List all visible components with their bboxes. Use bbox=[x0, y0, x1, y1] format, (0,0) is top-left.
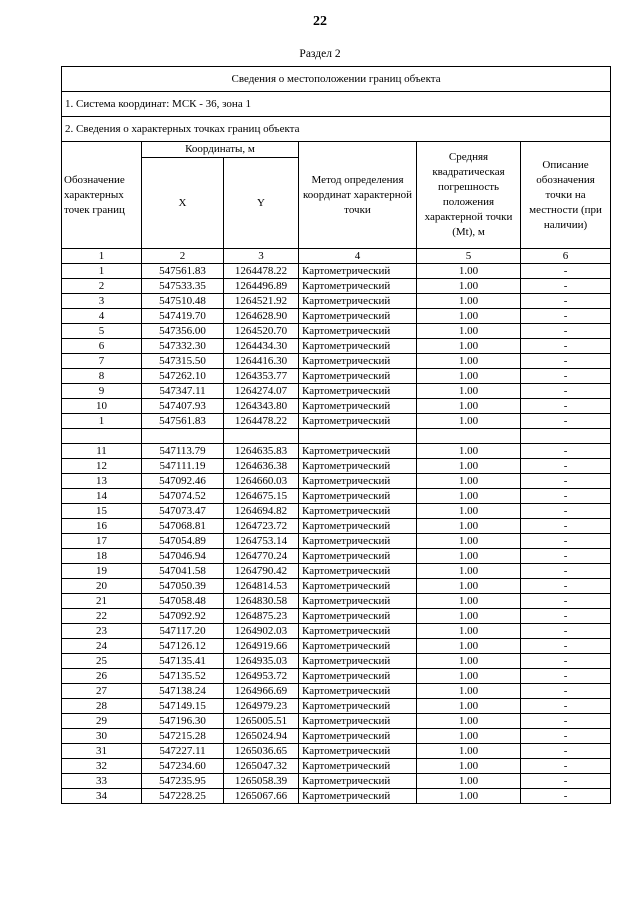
points-heading: 2. Сведения о характерных точках границ объекта bbox=[62, 117, 611, 142]
method-cell: Картометрический bbox=[299, 309, 417, 324]
table-row bbox=[62, 519, 611, 534]
error-value: 1.00 bbox=[417, 534, 521, 549]
description-value: - bbox=[521, 414, 611, 429]
header-error: Средняя квадратическая погрешность положения характерной точки (Мt), м bbox=[417, 142, 521, 249]
point-number: 24 bbox=[62, 639, 142, 654]
y-coordinate: 1264496.89 bbox=[224, 279, 299, 294]
table-row bbox=[62, 264, 611, 279]
table-row bbox=[62, 549, 611, 564]
column-number: 2 bbox=[142, 249, 224, 264]
method-cell: Картометрический bbox=[299, 714, 417, 729]
y-coordinate: 1264770.24 bbox=[224, 549, 299, 564]
error-value: 1.00 bbox=[417, 399, 521, 414]
x-coordinate: 547113.79 bbox=[142, 444, 224, 459]
header-x: X bbox=[142, 158, 224, 249]
x-coordinate: 547234.60 bbox=[142, 759, 224, 774]
description-value: - bbox=[521, 339, 611, 354]
point-number: 1 bbox=[62, 264, 142, 279]
error-value: 1.00 bbox=[417, 669, 521, 684]
description-value: - bbox=[521, 639, 611, 654]
table-row bbox=[62, 729, 611, 744]
method-cell: Картометрический bbox=[299, 669, 417, 684]
x-coordinate: 547149.15 bbox=[142, 699, 224, 714]
coordinate-system: 1. Система координат: МСК - 36, зона 1 bbox=[62, 92, 611, 117]
error-value: 1.00 bbox=[417, 774, 521, 789]
description-value: - bbox=[521, 594, 611, 609]
y-coordinate: 1264274.07 bbox=[224, 384, 299, 399]
y-coordinate: 1264723.72 bbox=[224, 519, 299, 534]
method-cell: Картометрический bbox=[299, 624, 417, 639]
point-number: 14 bbox=[62, 489, 142, 504]
column-number-row bbox=[62, 249, 611, 264]
description-value: - bbox=[521, 519, 611, 534]
x-coordinate: 547561.83 bbox=[142, 264, 224, 279]
error-value: 1.00 bbox=[417, 564, 521, 579]
x-coordinate: 547356.00 bbox=[142, 324, 224, 339]
error-value: 1.00 bbox=[417, 294, 521, 309]
y-coordinate: 1264660.03 bbox=[224, 474, 299, 489]
table-row bbox=[62, 639, 611, 654]
description-value: - bbox=[521, 669, 611, 684]
method-cell: Картометрический bbox=[299, 414, 417, 429]
x-coordinate: 547228.25 bbox=[142, 789, 224, 804]
y-coordinate: 1264790.42 bbox=[224, 564, 299, 579]
coordinate-system-row bbox=[62, 92, 611, 117]
point-number: 25 bbox=[62, 654, 142, 669]
error-value: 1.00 bbox=[417, 504, 521, 519]
x-coordinate: 547135.41 bbox=[142, 654, 224, 669]
description-value: - bbox=[521, 444, 611, 459]
table-title-row bbox=[62, 67, 611, 92]
boundary-points-table bbox=[61, 66, 611, 804]
y-coordinate: 1264675.15 bbox=[224, 489, 299, 504]
y-coordinate: 1264478.22 bbox=[224, 414, 299, 429]
method-cell: Картометрический bbox=[299, 654, 417, 669]
description-value: - bbox=[521, 309, 611, 324]
method-cell: Картометрический bbox=[299, 609, 417, 624]
error-value: 1.00 bbox=[417, 309, 521, 324]
point-number: 21 bbox=[62, 594, 142, 609]
method-cell: Картометрический bbox=[299, 789, 417, 804]
table-row bbox=[62, 564, 611, 579]
point-number: 19 bbox=[62, 564, 142, 579]
table-row bbox=[62, 414, 611, 429]
empty-cell bbox=[299, 429, 417, 444]
method-cell: Картометрический bbox=[299, 384, 417, 399]
table-row bbox=[62, 384, 611, 399]
description-value: - bbox=[521, 744, 611, 759]
method-cell: Картометрический bbox=[299, 549, 417, 564]
table-row bbox=[62, 744, 611, 759]
x-coordinate: 547235.95 bbox=[142, 774, 224, 789]
point-number: 33 bbox=[62, 774, 142, 789]
table-row bbox=[62, 399, 611, 414]
method-cell: Картометрический bbox=[299, 729, 417, 744]
description-value: - bbox=[521, 609, 611, 624]
table-row bbox=[62, 309, 611, 324]
error-value: 1.00 bbox=[417, 624, 521, 639]
error-value: 1.00 bbox=[417, 474, 521, 489]
method-cell: Картометрический bbox=[299, 354, 417, 369]
description-value: - bbox=[521, 579, 611, 594]
method-cell: Картометрический bbox=[299, 744, 417, 759]
description-value: - bbox=[521, 489, 611, 504]
x-coordinate: 547419.70 bbox=[142, 309, 224, 324]
description-value: - bbox=[521, 324, 611, 339]
point-number: 32 bbox=[62, 759, 142, 774]
y-coordinate: 1264830.58 bbox=[224, 594, 299, 609]
error-value: 1.00 bbox=[417, 279, 521, 294]
point-number: 26 bbox=[62, 669, 142, 684]
point-number: 3 bbox=[62, 294, 142, 309]
table-row bbox=[62, 699, 611, 714]
point-number: 5 bbox=[62, 324, 142, 339]
y-coordinate: 1264902.03 bbox=[224, 624, 299, 639]
table-row bbox=[62, 279, 611, 294]
x-coordinate: 547117.20 bbox=[142, 624, 224, 639]
error-value: 1.00 bbox=[417, 339, 521, 354]
description-value: - bbox=[521, 654, 611, 669]
description-value: - bbox=[521, 534, 611, 549]
table-row bbox=[62, 714, 611, 729]
error-value: 1.00 bbox=[417, 489, 521, 504]
point-number: 6 bbox=[62, 339, 142, 354]
description-value: - bbox=[521, 789, 611, 804]
table-row bbox=[62, 774, 611, 789]
y-coordinate: 1264521.92 bbox=[224, 294, 299, 309]
table-row bbox=[62, 609, 611, 624]
method-cell: Картометрический bbox=[299, 519, 417, 534]
empty-cell bbox=[521, 429, 611, 444]
description-value: - bbox=[521, 684, 611, 699]
y-coordinate: 1264478.22 bbox=[224, 264, 299, 279]
error-value: 1.00 bbox=[417, 324, 521, 339]
method-cell: Картометрический bbox=[299, 564, 417, 579]
method-cell: Картометрический bbox=[299, 579, 417, 594]
y-coordinate: 1264979.23 bbox=[224, 699, 299, 714]
error-value: 1.00 bbox=[417, 699, 521, 714]
table-title: Сведения о местоположении границ объекта bbox=[62, 67, 611, 92]
point-number: 10 bbox=[62, 399, 142, 414]
method-cell: Картометрический bbox=[299, 684, 417, 699]
description-value: - bbox=[521, 459, 611, 474]
error-value: 1.00 bbox=[417, 579, 521, 594]
table-row bbox=[62, 684, 611, 699]
point-number: 34 bbox=[62, 789, 142, 804]
point-number: 30 bbox=[62, 729, 142, 744]
table-row bbox=[62, 354, 611, 369]
y-coordinate: 1264753.14 bbox=[224, 534, 299, 549]
header-designation: Обозначение характерных точек границ bbox=[62, 142, 142, 249]
error-value: 1.00 bbox=[417, 744, 521, 759]
description-value: - bbox=[521, 549, 611, 564]
description-value: - bbox=[521, 624, 611, 639]
table-row bbox=[62, 594, 611, 609]
method-cell: Картометрический bbox=[299, 774, 417, 789]
point-number: 20 bbox=[62, 579, 142, 594]
error-value: 1.00 bbox=[417, 609, 521, 624]
table-row bbox=[62, 294, 611, 309]
table-row bbox=[62, 669, 611, 684]
x-coordinate: 547332.30 bbox=[142, 339, 224, 354]
description-value: - bbox=[521, 369, 611, 384]
method-cell: Картометрический bbox=[299, 489, 417, 504]
table-row bbox=[62, 369, 611, 384]
x-coordinate: 547196.30 bbox=[142, 714, 224, 729]
method-cell: Картометрический bbox=[299, 639, 417, 654]
table-row bbox=[62, 339, 611, 354]
point-number: 23 bbox=[62, 624, 142, 639]
error-value: 1.00 bbox=[417, 264, 521, 279]
point-number: 29 bbox=[62, 714, 142, 729]
point-number: 15 bbox=[62, 504, 142, 519]
x-coordinate: 547058.48 bbox=[142, 594, 224, 609]
table-row bbox=[62, 654, 611, 669]
error-value: 1.00 bbox=[417, 684, 521, 699]
table-row bbox=[62, 444, 611, 459]
point-number: 13 bbox=[62, 474, 142, 489]
point-number: 31 bbox=[62, 744, 142, 759]
x-coordinate: 547315.50 bbox=[142, 354, 224, 369]
y-coordinate: 1265005.51 bbox=[224, 714, 299, 729]
y-coordinate: 1264935.03 bbox=[224, 654, 299, 669]
description-value: - bbox=[521, 759, 611, 774]
error-value: 1.00 bbox=[417, 639, 521, 654]
x-coordinate: 547074.52 bbox=[142, 489, 224, 504]
y-coordinate: 1264416.30 bbox=[224, 354, 299, 369]
x-coordinate: 547561.83 bbox=[142, 414, 224, 429]
y-coordinate: 1265036.65 bbox=[224, 744, 299, 759]
x-coordinate: 547227.11 bbox=[142, 744, 224, 759]
section-title: Раздел 2 bbox=[299, 48, 341, 60]
method-cell: Картометрический bbox=[299, 534, 417, 549]
header-row-top bbox=[62, 142, 611, 158]
point-number: 17 bbox=[62, 534, 142, 549]
error-value: 1.00 bbox=[417, 729, 521, 744]
column-number: 1 bbox=[62, 249, 142, 264]
table-row bbox=[62, 489, 611, 504]
method-cell: Картометрический bbox=[299, 504, 417, 519]
point-number: 1 bbox=[62, 414, 142, 429]
method-cell: Картометрический bbox=[299, 324, 417, 339]
x-coordinate: 547054.89 bbox=[142, 534, 224, 549]
method-cell: Картометрический bbox=[299, 444, 417, 459]
table-row bbox=[62, 789, 611, 804]
point-number: 16 bbox=[62, 519, 142, 534]
method-cell: Картометрический bbox=[299, 369, 417, 384]
method-cell: Картометрический bbox=[299, 594, 417, 609]
point-number: 18 bbox=[62, 549, 142, 564]
error-value: 1.00 bbox=[417, 414, 521, 429]
header-method: Метод определения координат характерной точки bbox=[299, 142, 417, 249]
point-number: 8 bbox=[62, 369, 142, 384]
y-coordinate: 1264694.82 bbox=[224, 504, 299, 519]
method-cell: Картометрический bbox=[299, 474, 417, 489]
table-row bbox=[62, 504, 611, 519]
header-y: Y bbox=[224, 158, 299, 249]
empty-cell bbox=[224, 429, 299, 444]
description-value: - bbox=[521, 504, 611, 519]
x-coordinate: 547407.93 bbox=[142, 399, 224, 414]
x-coordinate: 547138.24 bbox=[142, 684, 224, 699]
x-coordinate: 547126.12 bbox=[142, 639, 224, 654]
error-value: 1.00 bbox=[417, 369, 521, 384]
table-row bbox=[62, 534, 611, 549]
column-number: 4 bbox=[299, 249, 417, 264]
error-value: 1.00 bbox=[417, 759, 521, 774]
header-description: Описание обозначения точки на местности (при наличии) bbox=[521, 142, 611, 249]
description-value: - bbox=[521, 264, 611, 279]
error-value: 1.00 bbox=[417, 594, 521, 609]
method-cell: Картометрический bbox=[299, 759, 417, 774]
description-value: - bbox=[521, 714, 611, 729]
x-coordinate: 547046.94 bbox=[142, 549, 224, 564]
error-value: 1.00 bbox=[417, 354, 521, 369]
point-number: 12 bbox=[62, 459, 142, 474]
y-coordinate: 1265067.66 bbox=[224, 789, 299, 804]
description-value: - bbox=[521, 354, 611, 369]
point-number: 27 bbox=[62, 684, 142, 699]
x-coordinate: 547092.46 bbox=[142, 474, 224, 489]
description-value: - bbox=[521, 294, 611, 309]
y-coordinate: 1264434.30 bbox=[224, 339, 299, 354]
x-coordinate: 547262.10 bbox=[142, 369, 224, 384]
point-number: 28 bbox=[62, 699, 142, 714]
points-heading-row bbox=[62, 117, 611, 142]
description-value: - bbox=[521, 384, 611, 399]
column-number: 6 bbox=[521, 249, 611, 264]
y-coordinate: 1264635.83 bbox=[224, 444, 299, 459]
method-cell: Картометрический bbox=[299, 279, 417, 294]
spacer-row bbox=[62, 429, 611, 444]
empty-cell bbox=[417, 429, 521, 444]
table-row bbox=[62, 474, 611, 489]
x-coordinate: 547092.92 bbox=[142, 609, 224, 624]
point-number: 9 bbox=[62, 384, 142, 399]
empty-cell bbox=[62, 429, 142, 444]
y-coordinate: 1264953.72 bbox=[224, 669, 299, 684]
method-cell: Картометрический bbox=[299, 399, 417, 414]
description-value: - bbox=[521, 399, 611, 414]
x-coordinate: 547041.58 bbox=[142, 564, 224, 579]
error-value: 1.00 bbox=[417, 654, 521, 669]
y-coordinate: 1265024.94 bbox=[224, 729, 299, 744]
table-row bbox=[62, 759, 611, 774]
method-cell: Картометрический bbox=[299, 264, 417, 279]
x-coordinate: 547347.11 bbox=[142, 384, 224, 399]
point-number: 4 bbox=[62, 309, 142, 324]
empty-cell bbox=[142, 429, 224, 444]
error-value: 1.00 bbox=[417, 789, 521, 804]
y-coordinate: 1264628.90 bbox=[224, 309, 299, 324]
error-value: 1.00 bbox=[417, 519, 521, 534]
y-coordinate: 1264875.23 bbox=[224, 609, 299, 624]
description-value: - bbox=[521, 564, 611, 579]
point-number: 11 bbox=[62, 444, 142, 459]
error-value: 1.00 bbox=[417, 714, 521, 729]
y-coordinate: 1264636.38 bbox=[224, 459, 299, 474]
error-value: 1.00 bbox=[417, 549, 521, 564]
point-number: 2 bbox=[62, 279, 142, 294]
y-coordinate: 1265047.32 bbox=[224, 759, 299, 774]
table-row bbox=[62, 324, 611, 339]
point-number: 22 bbox=[62, 609, 142, 624]
table-row bbox=[62, 624, 611, 639]
x-coordinate: 547215.28 bbox=[142, 729, 224, 744]
x-coordinate: 547135.52 bbox=[142, 669, 224, 684]
column-number: 5 bbox=[417, 249, 521, 264]
description-value: - bbox=[521, 474, 611, 489]
x-coordinate: 547510.48 bbox=[142, 294, 224, 309]
point-number: 7 bbox=[62, 354, 142, 369]
x-coordinate: 547068.81 bbox=[142, 519, 224, 534]
page-number: 22 bbox=[313, 14, 327, 29]
description-value: - bbox=[521, 774, 611, 789]
description-value: - bbox=[521, 729, 611, 744]
x-coordinate: 547050.39 bbox=[142, 579, 224, 594]
y-coordinate: 1265058.39 bbox=[224, 774, 299, 789]
table-row bbox=[62, 579, 611, 594]
method-cell: Картометрический bbox=[299, 339, 417, 354]
method-cell: Картометрический bbox=[299, 459, 417, 474]
method-cell: Картометрический bbox=[299, 699, 417, 714]
table-row bbox=[62, 459, 611, 474]
y-coordinate: 1264814.53 bbox=[224, 579, 299, 594]
x-coordinate: 547533.35 bbox=[142, 279, 224, 294]
error-value: 1.00 bbox=[417, 384, 521, 399]
description-value: - bbox=[521, 279, 611, 294]
description-value: - bbox=[521, 699, 611, 714]
error-value: 1.00 bbox=[417, 444, 521, 459]
y-coordinate: 1264343.80 bbox=[224, 399, 299, 414]
error-value: 1.00 bbox=[417, 459, 521, 474]
y-coordinate: 1264353.77 bbox=[224, 369, 299, 384]
y-coordinate: 1264919.66 bbox=[224, 639, 299, 654]
x-coordinate: 547111.19 bbox=[142, 459, 224, 474]
y-coordinate: 1264520.70 bbox=[224, 324, 299, 339]
y-coordinate: 1264966.69 bbox=[224, 684, 299, 699]
column-number: 3 bbox=[224, 249, 299, 264]
x-coordinate: 547073.47 bbox=[142, 504, 224, 519]
header-coordinates: Координаты, м bbox=[142, 142, 299, 158]
method-cell: Картометрический bbox=[299, 294, 417, 309]
